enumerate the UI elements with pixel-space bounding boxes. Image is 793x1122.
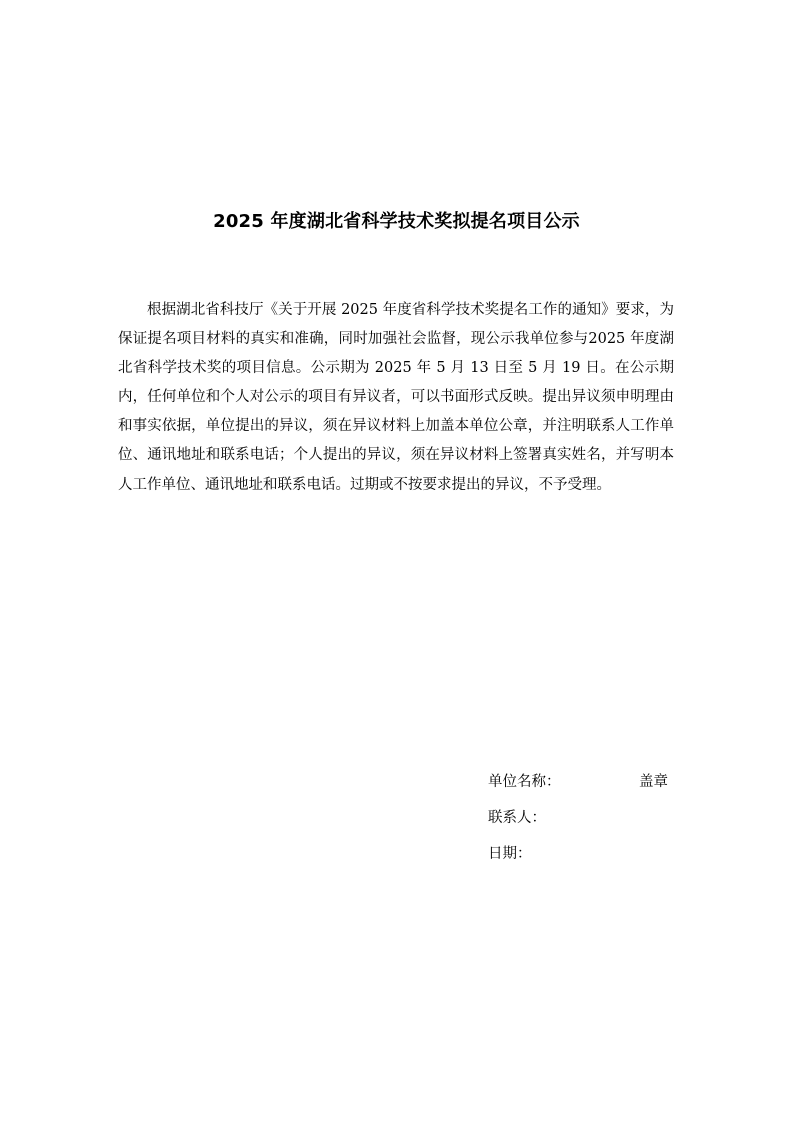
notice-paragraph: 根据湖北省科技厅《关于开展 2025 年度省科学技术奖提名工作的通知》要求，为保证提名项目材料的真实和准确，同时加强社会监督，现公示我单位参与2025 年度湖北省科学技术奖的项目信息。公示期为 2025 年 5 月 13 日至 5 月 19 日。在公示期内，任何单位和个人对公示的项目有异议者，可以书面形式反映。提出异议须申明理由和事实依据，单位提出的异议，须在异议材料上加盖本单位公章，并注明联系人工作单位、通讯地址和联系电话；个人提出的异议，须在异议材料上签署真实姓名，并写明本人工作单位、通讯地址和联系电话。过期或不按要求提出的异议，不予受理。 (118, 302, 674, 493)
document-title: 2025 年度湖北省科学技术奖拟提名项目公示 (213, 211, 580, 232)
date-row (488, 842, 688, 878)
contact-row (488, 806, 688, 842)
date-label: 日期： (488, 846, 532, 862)
unit-name-row (488, 770, 688, 806)
unit-name-label: 单位名称： (488, 774, 561, 790)
contact-label: 联系人： (488, 810, 546, 826)
seal-label: 盖章 (639, 774, 668, 790)
signature-block (488, 770, 688, 878)
